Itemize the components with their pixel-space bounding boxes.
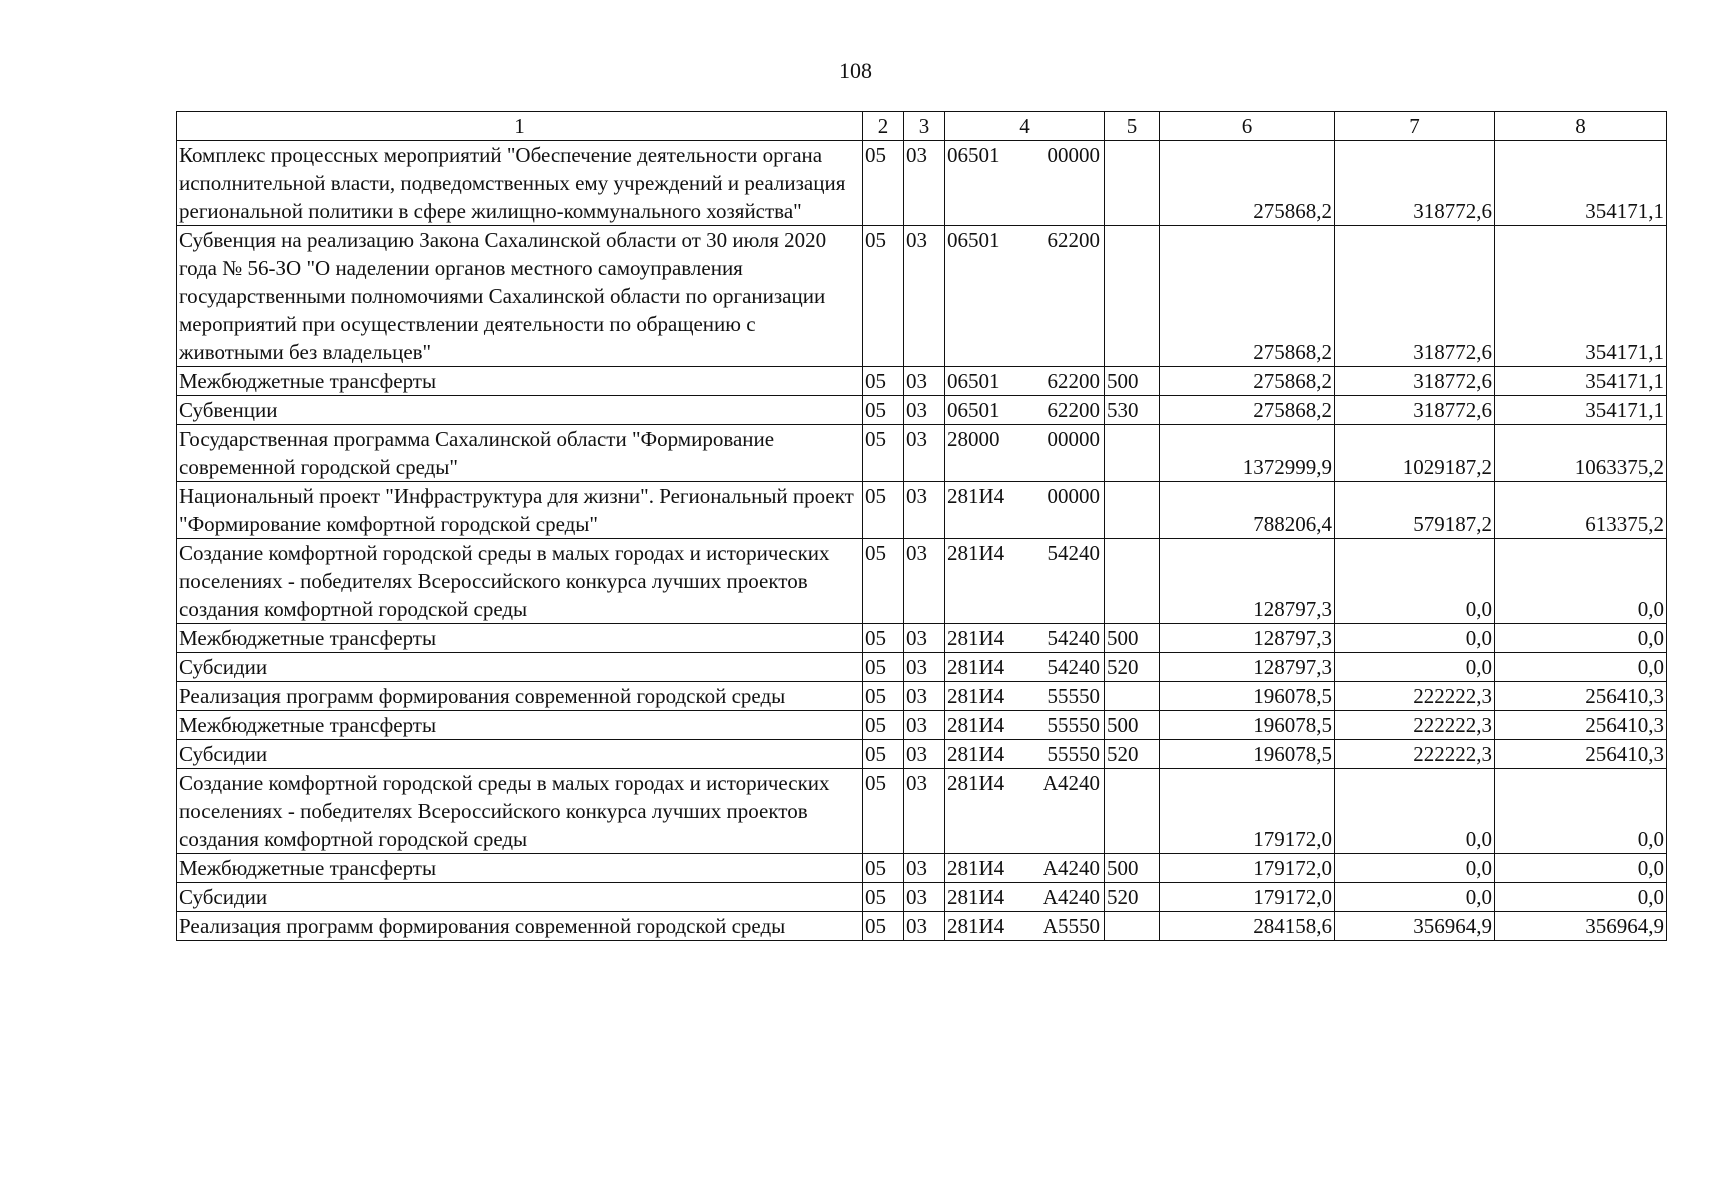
row-name: Реализация программ формирования современной городской среды	[177, 912, 863, 941]
table-row	[177, 854, 1667, 883]
subsection-code: 03	[904, 624, 945, 653]
amount-col-8: 256410,3	[1495, 711, 1667, 740]
subsection-code: 03	[904, 653, 945, 682]
amount-col-6: 275868,2	[1160, 226, 1335, 367]
table-row	[177, 711, 1667, 740]
column-header: 5	[1105, 112, 1160, 141]
amount-col-7: 222222,3	[1335, 740, 1495, 769]
amount-col-8: 356964,9	[1495, 912, 1667, 941]
table-row	[177, 226, 1667, 367]
amount-col-8: 354171,1	[1495, 367, 1667, 396]
target-article-code	[945, 769, 1105, 854]
target-article-code	[945, 539, 1105, 624]
column-header: 7	[1335, 112, 1495, 141]
expense-type-code	[1105, 141, 1160, 226]
row-name: Государственная программа Сахалинской области "Формирование современной городской среды"	[177, 425, 863, 482]
table-row	[177, 396, 1667, 425]
expense-type-code: 500	[1105, 854, 1160, 883]
table-row	[177, 653, 1667, 682]
amount-col-7: 318772,6	[1335, 396, 1495, 425]
target-article-code	[945, 682, 1105, 711]
program-code: 281И4	[947, 713, 1005, 737]
row-name: Комплекс процессных мероприятий "Обеспечение деятельности органа исполнительной власти, подведомственных ему учреждений и реализация региональной политики в сфере жилищно-коммунального хозяйства"	[177, 141, 863, 226]
target-article-code	[945, 653, 1105, 682]
expense-type-code: 520	[1105, 653, 1160, 682]
expense-type-code: 530	[1105, 396, 1160, 425]
subsection-code: 03	[904, 682, 945, 711]
expense-type-code: 520	[1105, 740, 1160, 769]
direction-code: 54240	[1047, 626, 1100, 650]
row-name: Реализация программ формирования современной городской среды	[177, 682, 863, 711]
direction-code: 00000	[1047, 484, 1100, 508]
amount-col-6: 196078,5	[1160, 682, 1335, 711]
target-article-code	[945, 711, 1105, 740]
column-header: 4	[945, 112, 1105, 141]
expense-type-code	[1105, 682, 1160, 711]
section-code: 05	[863, 425, 904, 482]
budget-table	[176, 111, 1667, 941]
target-article-code	[945, 396, 1105, 425]
direction-code: 55550	[1047, 713, 1100, 737]
amount-col-7: 1029187,2	[1335, 425, 1495, 482]
expense-type-code	[1105, 539, 1160, 624]
section-code: 05	[863, 539, 904, 624]
amount-col-7: 0,0	[1335, 883, 1495, 912]
table-row	[177, 141, 1667, 226]
program-code: 281И4	[947, 626, 1005, 650]
amount-col-8: 613375,2	[1495, 482, 1667, 539]
amount-col-7: 0,0	[1335, 653, 1495, 682]
expense-type-code	[1105, 226, 1160, 367]
amount-col-7: 579187,2	[1335, 482, 1495, 539]
subsection-code: 03	[904, 425, 945, 482]
row-name: Создание комфортной городской среды в малых городах и исторических поселениях - победителях Всероссийского конкурса лучших проектов создания комфортной городской среды	[177, 769, 863, 854]
subsection-code: 03	[904, 769, 945, 854]
amount-col-6: 275868,2	[1160, 396, 1335, 425]
row-name: Создание комфортной городской среды в малых городах и исторических поселениях - победителях Всероссийского конкурса лучших проектов создания комфортной городской среды	[177, 539, 863, 624]
target-article-code	[945, 141, 1105, 226]
column-header: 6	[1160, 112, 1335, 141]
table-row	[177, 624, 1667, 653]
program-code: 281И4	[947, 771, 1005, 795]
row-name: Субвенция на реализацию Закона Сахалинской области от 30 июля 2020 года № 56-ЗО "О наделении органов местного самоуправления государственными полномочиями Сахалинской области по организации мероприятий при осуществлении деятельности по обращению с животными без владельцев"	[177, 226, 863, 367]
table-row	[177, 682, 1667, 711]
expense-type-code: 500	[1105, 711, 1160, 740]
amount-col-7: 222222,3	[1335, 711, 1495, 740]
amount-col-8: 354171,1	[1495, 396, 1667, 425]
amount-col-8: 0,0	[1495, 769, 1667, 854]
expense-type-code	[1105, 769, 1160, 854]
direction-code: 55550	[1047, 742, 1100, 766]
target-article-code	[945, 912, 1105, 941]
section-code: 05	[863, 912, 904, 941]
column-header: 8	[1495, 112, 1667, 141]
amount-col-8: 0,0	[1495, 883, 1667, 912]
target-article-code	[945, 624, 1105, 653]
column-header: 2	[863, 112, 904, 141]
direction-code: 62200	[1047, 228, 1100, 252]
amount-col-8: 354171,1	[1495, 226, 1667, 367]
target-article-code	[945, 854, 1105, 883]
column-number-row	[177, 112, 1667, 141]
table-row	[177, 740, 1667, 769]
row-name: Субсидии	[177, 883, 863, 912]
program-code: 281И4	[947, 885, 1005, 909]
row-name: Межбюджетные трансферты	[177, 854, 863, 883]
table-row	[177, 367, 1667, 396]
section-code: 05	[863, 482, 904, 539]
direction-code: 54240	[1047, 541, 1100, 565]
amount-col-7: 0,0	[1335, 539, 1495, 624]
subsection-code: 03	[904, 482, 945, 539]
column-header: 3	[904, 112, 945, 141]
program-code: 28000	[947, 427, 1000, 451]
amount-col-8: 0,0	[1495, 854, 1667, 883]
amount-col-8: 256410,3	[1495, 740, 1667, 769]
program-code: 281И4	[947, 742, 1005, 766]
page-number: 108	[839, 58, 872, 83]
expense-type-code	[1105, 482, 1160, 539]
amount-col-6: 196078,5	[1160, 711, 1335, 740]
section-code: 05	[863, 226, 904, 367]
amount-col-6: 275868,2	[1160, 141, 1335, 226]
subsection-code: 03	[904, 883, 945, 912]
expense-type-code	[1105, 425, 1160, 482]
amount-col-7: 0,0	[1335, 624, 1495, 653]
subsection-code: 03	[904, 854, 945, 883]
target-article-code	[945, 883, 1105, 912]
amount-col-6: 128797,3	[1160, 539, 1335, 624]
subsection-code: 03	[904, 141, 945, 226]
amount-col-7: 222222,3	[1335, 682, 1495, 711]
direction-code: 54240	[1047, 655, 1100, 679]
direction-code: 00000	[1047, 427, 1100, 451]
row-name: Межбюджетные трансферты	[177, 711, 863, 740]
section-code: 05	[863, 769, 904, 854]
amount-col-7: 318772,6	[1335, 226, 1495, 367]
amount-col-6: 196078,5	[1160, 740, 1335, 769]
section-code: 05	[863, 854, 904, 883]
program-code: 06501	[947, 398, 1000, 422]
direction-code: 62200	[1047, 369, 1100, 393]
direction-code: А4240	[1042, 856, 1100, 880]
program-code: 281И4	[947, 856, 1005, 880]
direction-code: 00000	[1047, 143, 1100, 167]
amount-col-8: 0,0	[1495, 653, 1667, 682]
subsection-code: 03	[904, 396, 945, 425]
expense-type-code: 500	[1105, 624, 1160, 653]
program-code: 281И4	[947, 684, 1005, 708]
section-code: 05	[863, 682, 904, 711]
expense-type-code: 500	[1105, 367, 1160, 396]
table-row	[177, 769, 1667, 854]
expense-type-code: 520	[1105, 883, 1160, 912]
direction-code: А5550	[1042, 914, 1100, 938]
amount-col-7: 0,0	[1335, 854, 1495, 883]
section-code: 05	[863, 653, 904, 682]
subsection-code: 03	[904, 367, 945, 396]
program-code: 281И4	[947, 914, 1005, 938]
subsection-code: 03	[904, 539, 945, 624]
table-row	[177, 482, 1667, 539]
row-name: Субсидии	[177, 653, 863, 682]
program-code: 281И4	[947, 484, 1005, 508]
direction-code: 62200	[1047, 398, 1100, 422]
amount-col-6: 128797,3	[1160, 653, 1335, 682]
section-code: 05	[863, 711, 904, 740]
amount-col-6: 284158,6	[1160, 912, 1335, 941]
target-article-code	[945, 226, 1105, 367]
section-code: 05	[863, 740, 904, 769]
section-code: 05	[863, 883, 904, 912]
amount-col-8: 256410,3	[1495, 682, 1667, 711]
section-code: 05	[863, 396, 904, 425]
amount-col-7: 318772,6	[1335, 141, 1495, 226]
table-row	[177, 425, 1667, 482]
amount-col-6: 128797,3	[1160, 624, 1335, 653]
column-header: 1	[177, 112, 863, 141]
amount-col-7: 356964,9	[1335, 912, 1495, 941]
table-row	[177, 883, 1667, 912]
program-code: 281И4	[947, 655, 1005, 679]
direction-code: А4240	[1042, 885, 1100, 909]
section-code: 05	[863, 367, 904, 396]
row-name: Субсидии	[177, 740, 863, 769]
program-code: 281И4	[947, 541, 1005, 565]
subsection-code: 03	[904, 226, 945, 367]
amount-col-8: 0,0	[1495, 624, 1667, 653]
amount-col-6: 179172,0	[1160, 883, 1335, 912]
program-code: 06501	[947, 143, 1000, 167]
amount-col-8: 354171,1	[1495, 141, 1667, 226]
target-article-code	[945, 425, 1105, 482]
table-row	[177, 912, 1667, 941]
direction-code: А4240	[1042, 771, 1100, 795]
amount-col-6: 179172,0	[1160, 854, 1335, 883]
amount-col-6: 179172,0	[1160, 769, 1335, 854]
row-name: Межбюджетные трансферты	[177, 367, 863, 396]
program-code: 06501	[947, 369, 1000, 393]
amount-col-7: 0,0	[1335, 769, 1495, 854]
subsection-code: 03	[904, 912, 945, 941]
amount-col-6: 275868,2	[1160, 367, 1335, 396]
section-code: 05	[863, 141, 904, 226]
target-article-code	[945, 482, 1105, 539]
amount-col-8: 1063375,2	[1495, 425, 1667, 482]
target-article-code	[945, 367, 1105, 396]
target-article-code	[945, 740, 1105, 769]
subsection-code: 03	[904, 740, 945, 769]
amount-col-6: 1372999,9	[1160, 425, 1335, 482]
row-name: Субвенции	[177, 396, 863, 425]
program-code: 06501	[947, 228, 1000, 252]
subsection-code: 03	[904, 711, 945, 740]
row-name: Национальный проект "Инфраструктура для жизни". Региональный проект "Формирование комфортной городской среды"	[177, 482, 863, 539]
direction-code: 55550	[1047, 684, 1100, 708]
table-row	[177, 539, 1667, 624]
expense-type-code	[1105, 912, 1160, 941]
amount-col-8: 0,0	[1495, 539, 1667, 624]
row-name: Межбюджетные трансферты	[177, 624, 863, 653]
amount-col-7: 318772,6	[1335, 367, 1495, 396]
section-code: 05	[863, 624, 904, 653]
amount-col-6: 788206,4	[1160, 482, 1335, 539]
